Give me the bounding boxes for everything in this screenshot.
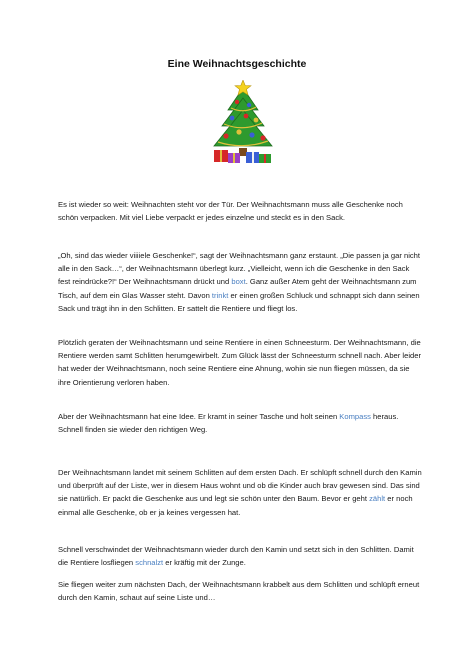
paragraph-1	[58, 198, 422, 224]
paragraph-6-text-a: Schnell verschwindet der Weihnachtsmann wieder durch den Kamin und setzt sich in den Schlitten. Damit die Rentiere losfliegen	[58, 545, 414, 568]
paragraph-3	[58, 336, 422, 389]
highlight-word-schnalzt: schnalzt	[135, 558, 164, 568]
paragraph-2-text-a: „Oh, sind das wieder viiiiele Geschenke!“, sagt der Weihnachtsmann ganz erstaunt. „Die passen ja gar nicht alle in den Sack…“, der Weihnachtsmann überlegt kurz. „Vielleicht, wenn ich die Geschenke in den Sack fest reindrücke?!“ Der Weihnachtsmann drückt und	[58, 251, 421, 287]
page-title: Eine Weihnachtsgeschichte	[167, 58, 307, 70]
paragraph-7-text: Sie fliegen weiter zum nächsten Dach, der Weihnachtsmann krabbelt aus dem Schlitten und schlüpft erneut durch den Kamin, schaut auf seine Liste und…	[58, 580, 420, 603]
paragraph-6-text-b: er kräftig mit der Zunge.	[163, 558, 246, 568]
paragraph-4-text-a: Aber der Weihnachtsmann hat eine Idee. Er kramt in seiner Tasche und holt seinen	[58, 412, 340, 421]
paragraph-2-text-c: er einen großen Schluck und schnappt sich dann seinen Sack und trägt ihn in den Schlitten. Er sattelt die Rentiere und fliegt los.	[58, 290, 420, 313]
paragraph-1-text: Es ist wieder so weit: Weihnachten steht vor der Tür. Der Weihnachtsmann muss alle Geschenke noch schön verpacken. Mit viel Liebe verpackt er jedes einzelne und steckt es in den Sack.	[58, 200, 403, 223]
highlight-word-zaehlt: zählt	[369, 494, 386, 504]
paragraph-4	[58, 410, 422, 436]
paragraph-4-text-b: heraus. Schnell finden sie wieder den richtigen Weg.	[58, 412, 399, 435]
highlight-word-trinkt: trinkt	[211, 290, 229, 300]
paragraph-2-text-b: . Ganz außer Atem geht der Weihnachtsmann zum Tisch, auf dem ein Glas Wasser steht. Davon	[58, 277, 417, 300]
paragraph-5-text-a: Der Weihnachtsmann landet mit seinem Schlitten auf dem ersten Dach. Er schlüpft schnell durch den Kamin und überprüft auf der Liste, wer in diesem Haus wohnt und ob die Kinder auch brav gewesen sind. Das sind sie natürlich. Er packt die Geschenke aus und legt sie schön unter den Baum. Bevor er geht	[58, 468, 422, 504]
paragraph-5	[58, 466, 422, 519]
paragraph-3-text: Plötzlich geraten der Weihnachtsmann und seine Rentiere in einen Schneesturm. Der Weihnachtsmann, die Rentiere werden samt Schlitten herumgewirbelt. Zum Glück lässt der Schneesturm schnell nach. Aber leider hat weder der Weihnachtsmann, noch seine Rentiere eine Ahnung, wohin sie nun fliegen müssen, da sie ihre Orientierung verloren haben.	[58, 338, 421, 387]
paragraph-6	[58, 543, 422, 569]
highlight-word-kompass: Kompass	[339, 412, 371, 421]
paragraph-5-text-b: er noch einmal alle Geschenke, ob er ja keines vergessen hat.	[58, 494, 413, 517]
paragraph-2	[58, 249, 422, 315]
paragraph-7	[58, 578, 422, 604]
christmas-tree-icon	[206, 80, 280, 166]
highlight-word-boxt: boxt	[231, 277, 246, 287]
